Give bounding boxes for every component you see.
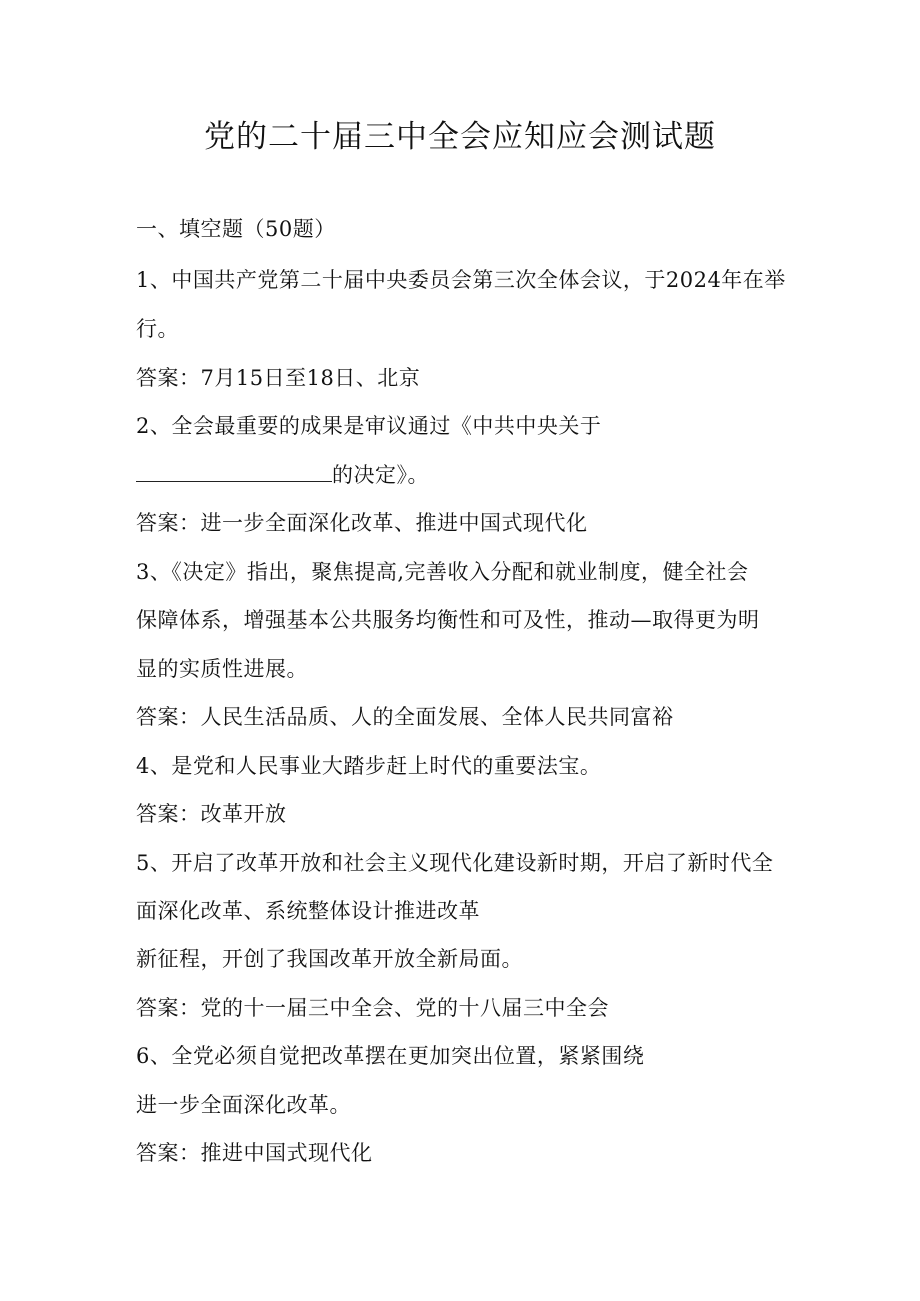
question-6-line-1: 6、全党必须自觉把改革摆在更加突出位置，紧紧围绕	[136, 1044, 645, 1068]
question-5-line-1: 5、开启了改革开放和社会主义现代化建设新时期，开启了新时代全	[136, 851, 774, 875]
question-2-line-2	[136, 460, 429, 490]
fill-in-blank	[136, 461, 332, 482]
question-5-line-3: 新征程，开创了我国改革开放全新局面。	[136, 947, 523, 971]
question-3-line-3: 显的实质性进展。	[136, 657, 308, 681]
answer-2: 答案：进一步全面深化改革、推进中国式现代化	[136, 511, 588, 535]
answer-1: 答案：7月15日至18日、北京	[136, 366, 421, 390]
question-1-line-1: 1、中国共产党第二十届中央委员会第三次全体会议，于2024年在举	[136, 268, 786, 292]
question-4-line-1: 4、是党和人民事业大踏步赶上时代的重要法宝。	[136, 754, 602, 778]
section-heading: 一、填空题（50题）	[136, 217, 336, 241]
answer-4: 答案：改革开放	[136, 802, 287, 826]
answer-6: 答案：推进中国式现代化	[136, 1141, 373, 1165]
answer-3: 答案：人民生活品质、人的全面发展、全体人民共同富裕	[136, 705, 674, 729]
document-title: 党的二十届三中全会应知应会测试题	[204, 119, 716, 155]
answer-5: 答案：党的十一届三中全会、党的十八届三中全会	[136, 996, 609, 1020]
question-3-line-2: 保障体系，增强基本公共服务均衡性和可及性，推动—取得更为明	[136, 608, 760, 632]
question-1-line-2: 行。	[136, 317, 179, 341]
question-3-line-1: 3、《决定》指出，聚焦提高,完善收入分配和就业制度，健全社会	[136, 560, 749, 584]
question-2-line-2-text: 的决定》。	[332, 463, 429, 487]
question-5-line-2: 面深化改革、系统整体设计推进改革	[136, 899, 480, 923]
question-2-line-1: 2、全会最重要的成果是审议通过《中共中央关于	[136, 414, 602, 438]
question-6-line-2: 进一步全面深化改革。	[136, 1093, 351, 1117]
